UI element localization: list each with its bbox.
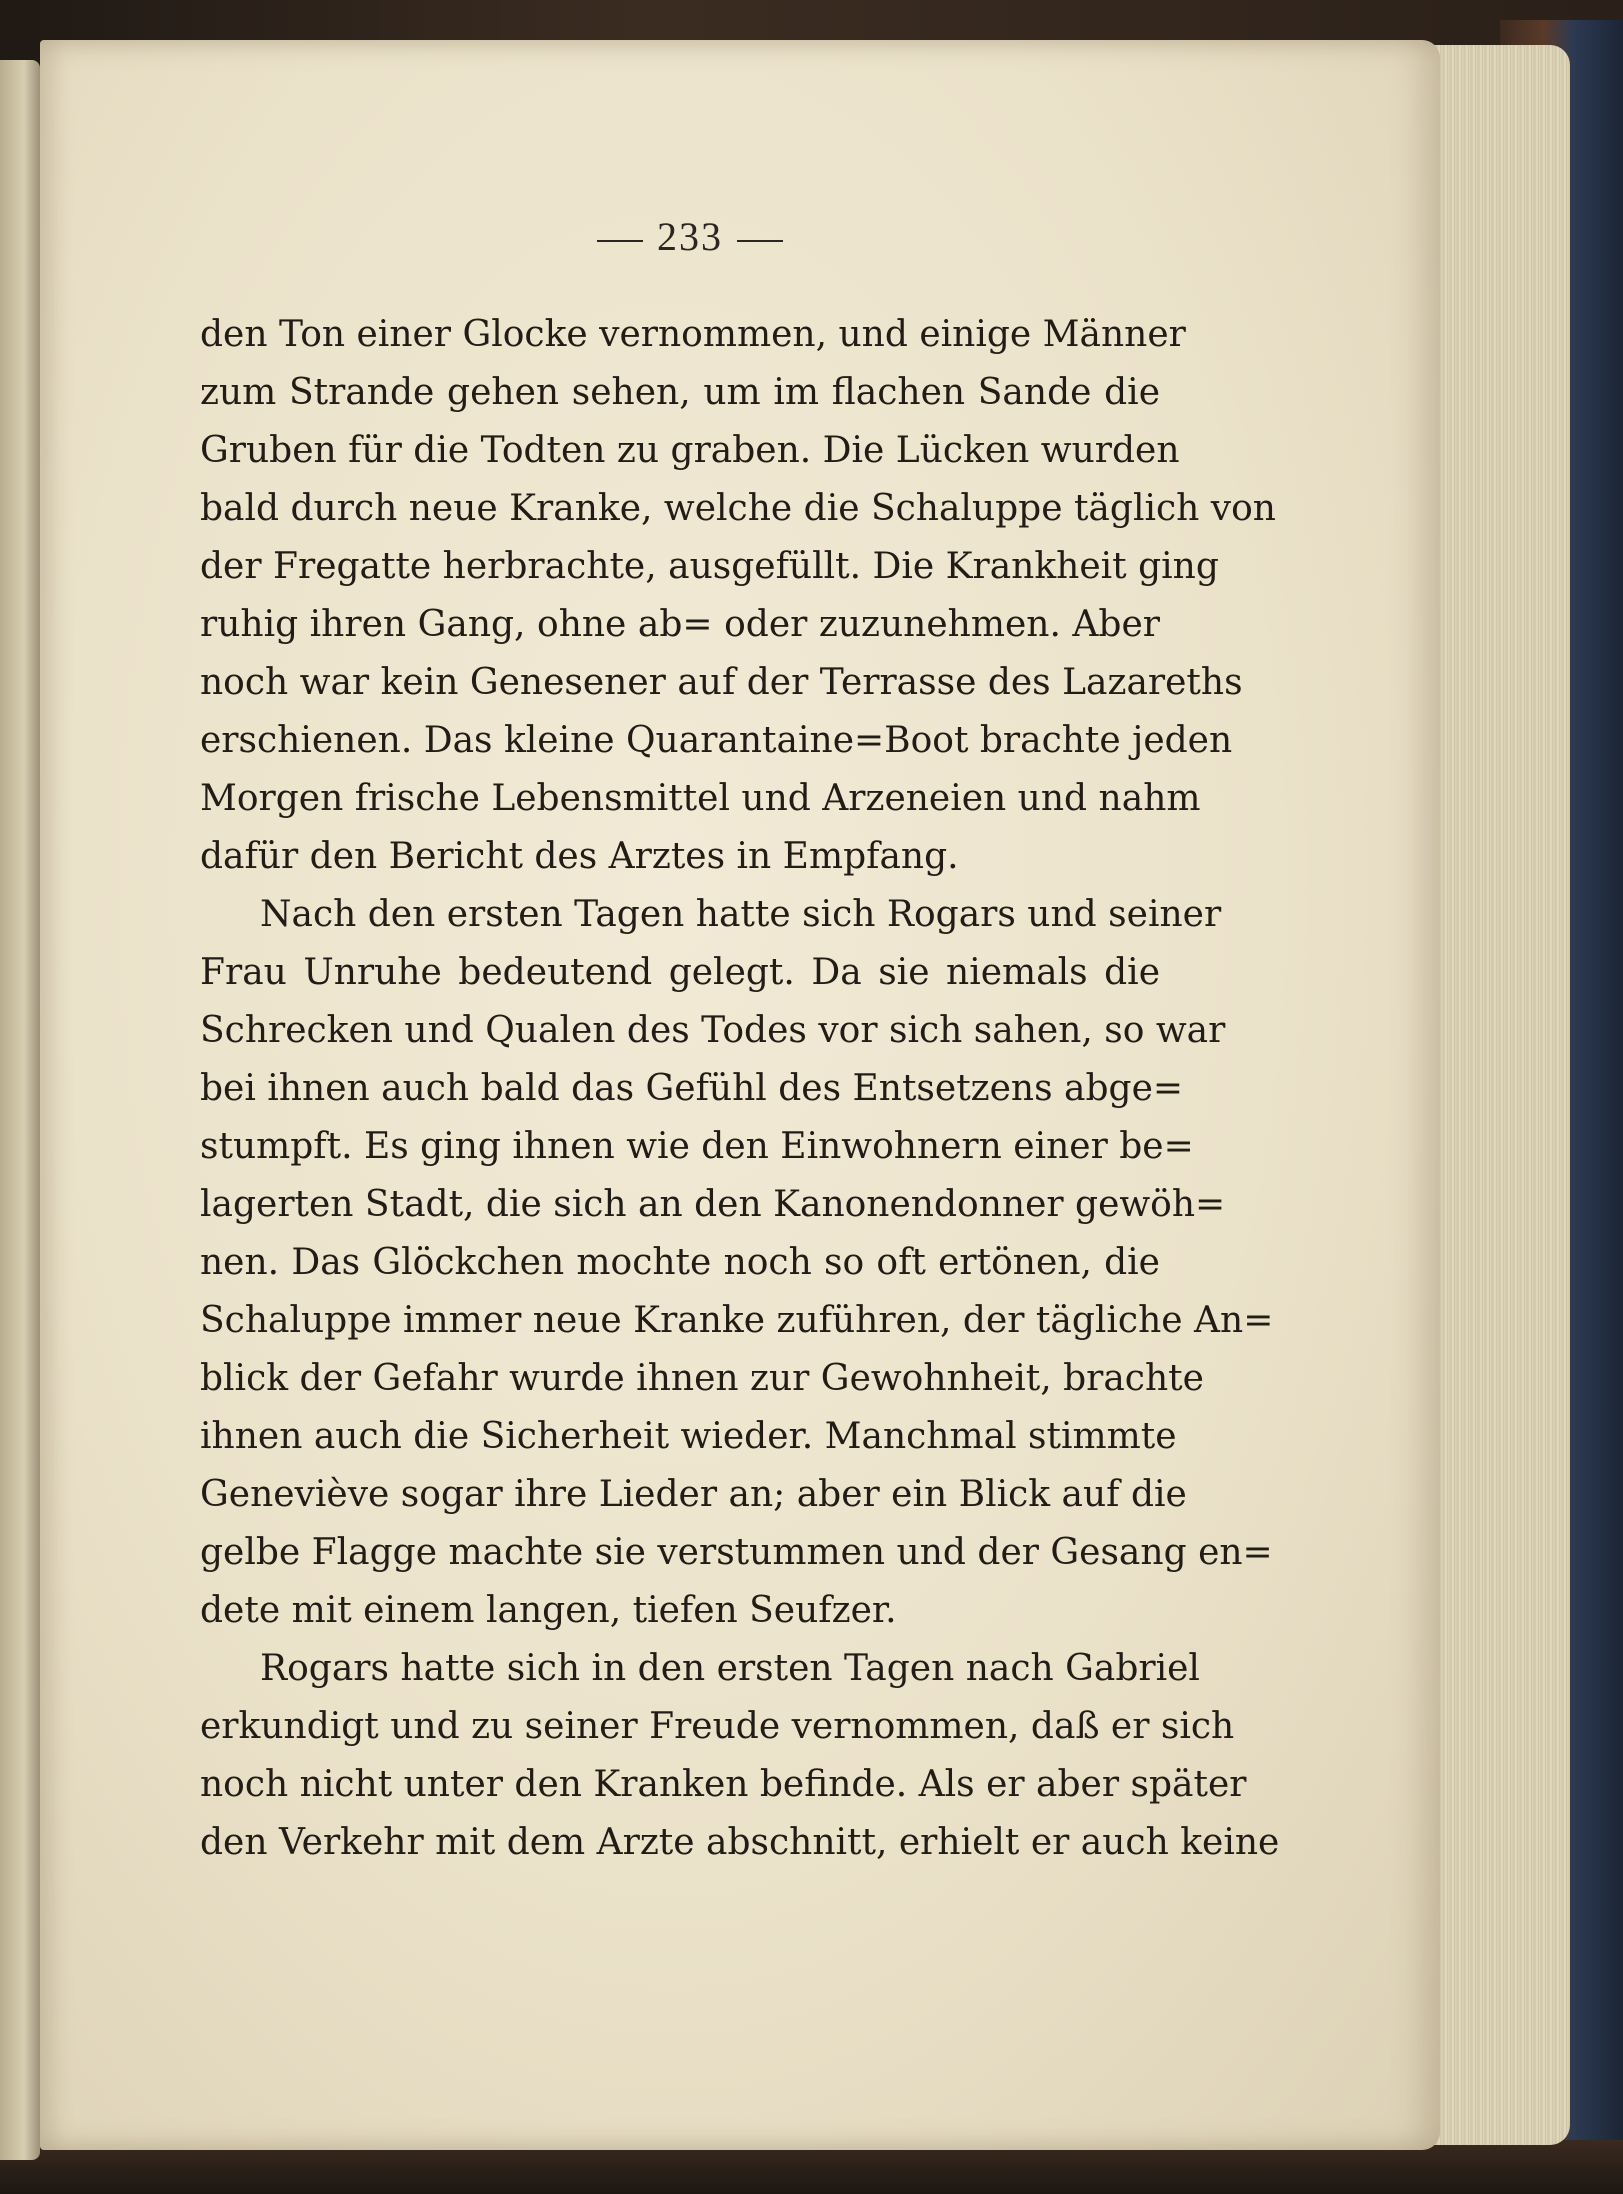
page-stack-edges bbox=[1420, 45, 1570, 2145]
text-line: Gruben für die Todten zu graben. Die Lücken wurden bbox=[200, 430, 1180, 471]
text-line: bald durch neue Kranke, welche die Schaluppe täglich von bbox=[200, 488, 1276, 529]
text-line: Schaluppe immer neue Kranke zuführen, der tägliche An= bbox=[200, 1300, 1274, 1341]
text-line: Rogars hatte sich in den ersten Tagen nach Gabriel bbox=[260, 1648, 1200, 1689]
page-number: 233 bbox=[657, 214, 723, 259]
text-line: noch war kein Genesener auf der Terrasse des Lazareths bbox=[200, 662, 1243, 703]
page-header bbox=[560, 213, 820, 260]
facing-page-edge bbox=[0, 60, 40, 2160]
header-dash-left bbox=[597, 240, 643, 242]
text-line: zum Strande gehen sehen, um im flachen Sande die bbox=[200, 372, 1160, 413]
text-line: dafür den Bericht des Arztes in Empfang. bbox=[200, 836, 959, 877]
text-line: Morgen frische Lebensmittel und Arzeneien und nahm bbox=[200, 778, 1201, 819]
text-line: dete mit einem langen, tiefen Seufzer. bbox=[200, 1590, 897, 1631]
text-line: Nach den ersten Tagen hatte sich Rogars und seiner bbox=[260, 894, 1222, 935]
text-line: blick der Gefahr wurde ihnen zur Gewohnheit, brachte bbox=[200, 1358, 1204, 1399]
text-line: der Fregatte herbrachte, ausgefüllt. Die Krankheit ging bbox=[200, 546, 1219, 587]
text-line: den Verkehr mit dem Arzte abschnitt, erhielt er auch keine bbox=[200, 1822, 1280, 1863]
text-line: nen. Das Glöckchen mochte noch so oft ertönen, die bbox=[200, 1242, 1160, 1283]
text-line: ruhig ihren Gang, ohne ab= oder zuzunehmen. Aber bbox=[200, 604, 1160, 645]
text-line: bei ihnen auch bald das Gefühl des Entsetzens abge= bbox=[200, 1068, 1184, 1109]
text-line: noch nicht unter den Kranken befinde. Als er aber später bbox=[200, 1764, 1247, 1805]
text-line: stumpft. Es ging ihnen wie den Einwohnern einer be= bbox=[200, 1126, 1194, 1167]
text-line: erkundigt und zu seiner Freude vernommen, daß er sich bbox=[200, 1706, 1235, 1747]
text-line: den Ton einer Glocke vernommen, und einige Männer bbox=[200, 314, 1186, 355]
text-line: lagerten Stadt, die sich an den Kanonendonner gewöh= bbox=[200, 1184, 1226, 1225]
text-line: Schrecken und Qualen des Todes vor sich sahen, so war bbox=[200, 1010, 1226, 1051]
text-line: ihnen auch die Sicherheit wieder. Manchmal stimmte bbox=[200, 1416, 1177, 1457]
body-text bbox=[200, 306, 1280, 1872]
header-dash-right bbox=[737, 240, 783, 242]
text-line: Geneviève sogar ihre Lieder an; aber ein Blick auf die bbox=[200, 1474, 1187, 1515]
text-line: gelbe Flagge machte sie verstummen und der Gesang en= bbox=[200, 1532, 1273, 1573]
text-line: Frau Unruhe bedeutend gelegt. Da sie niemals die bbox=[200, 952, 1160, 993]
text-line: erschienen. Das kleine Quarantaine=Boot brachte jeden bbox=[200, 720, 1233, 761]
